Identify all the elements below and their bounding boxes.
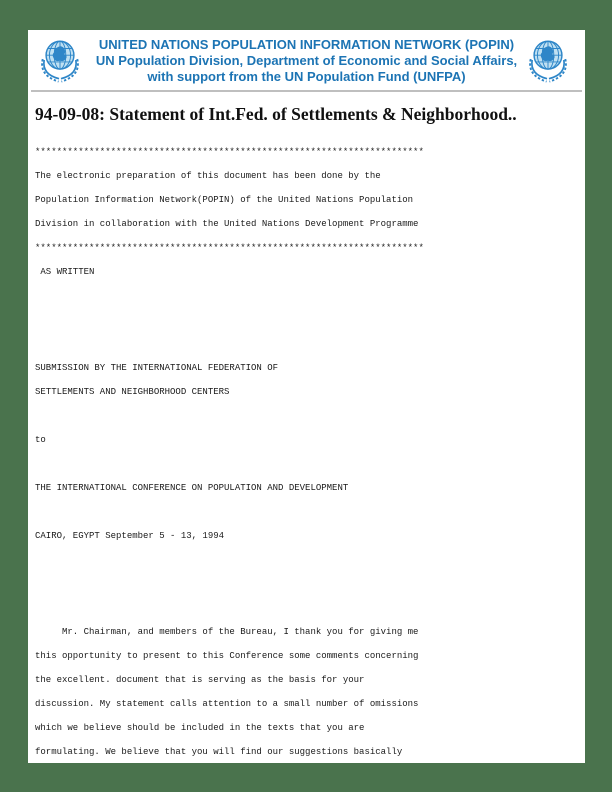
document-header (28, 30, 585, 90)
document-line: which we believe should be included in the texts that you are (35, 723, 365, 733)
header-divider (31, 90, 582, 92)
document-line: to (35, 435, 46, 445)
document-line: AS WRITTEN (35, 267, 95, 277)
un-emblem-icon (36, 35, 84, 85)
document-line (35, 452, 583, 476)
header-text (88, 37, 525, 85)
un-emblem-icon (524, 35, 572, 85)
document-line: discussion. My statement calls attention to a small number of omissions (35, 699, 419, 709)
document-line: Mr. Chairman, and members of the Bureau, I thank you for giving me (35, 627, 419, 637)
document-line: The electronic preparation of this document has been done by the (35, 171, 381, 181)
document-line: the excellent. document that is serving as the basis for your (35, 675, 365, 685)
document-title: 94-09-08: Statement of Int.Fed. of Settlements & Neighborhood.. (35, 104, 517, 124)
document-line (35, 548, 583, 572)
document-line: SETTLEMENTS AND NEIGHBORHOOD CENTERS (35, 387, 230, 397)
document-line (35, 332, 583, 356)
document-line (35, 500, 583, 524)
document-line: formulating. We believe that you will find our suggestions basically (35, 747, 403, 757)
document-line: Division in collaboration with the United Nations Development Programme (35, 219, 419, 229)
document-line (35, 572, 583, 596)
document-line (35, 308, 583, 332)
document-line: ************************************************************************ (35, 147, 424, 157)
document-line (35, 284, 583, 308)
document-line (35, 596, 583, 620)
document-line: CAIRO, EGYPT September 5 - 13, 1994 (35, 531, 225, 541)
document-page (28, 30, 585, 763)
document-body (35, 140, 583, 763)
document-line (35, 404, 583, 428)
header-line-2: UN Population Division, Department of Economic and Social Affairs, (95, 53, 518, 68)
header-line-1: UNITED NATIONS POPULATION INFORMATION NETWORK (POPIN) (98, 37, 515, 52)
document-line: SUBMISSION BY THE INTERNATIONAL FEDERATION OF (35, 363, 279, 373)
document-line: Population Information Network(POPIN) of the United Nations Population (35, 195, 414, 205)
document-line: ************************************************************************ (35, 243, 424, 253)
document-line: this opportunity to present to this Conference some comments concerning (35, 651, 419, 661)
header-line-3: with support from the UN Population Fund (UNFPA) (147, 69, 466, 84)
document-line: THE INTERNATIONAL CONFERENCE ON POPULATION AND DEVELOPMENT (35, 483, 349, 493)
